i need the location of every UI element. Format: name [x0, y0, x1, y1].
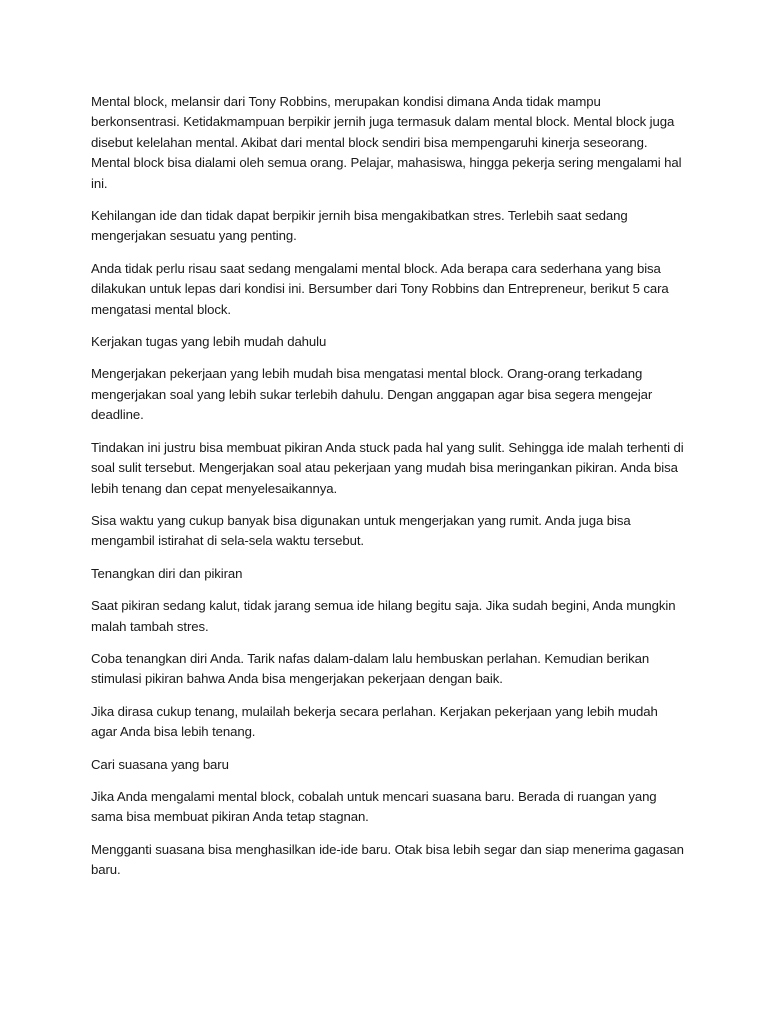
paragraph-easy-tasks-3: Sisa waktu yang cukup banyak bisa digunakan untuk mengerjakan yang rumit. Anda juga bisa mengambil istirahat di sela-sela waktu tersebut. [91, 512, 631, 549]
document-page [91, 92, 685, 893]
section-heading-new-atmosphere: Cari suasana yang baru [91, 756, 229, 772]
paragraph-calm-3: Jika dirasa cukup tenang, mulailah bekerja secara perlahan. Kerjakan pekerjaan yang lebih mudah agar Anda bisa lebih tenang. [91, 703, 658, 740]
paragraph-calm-2: Coba tenangkan diri Anda. Tarik nafas dalam-dalam lalu hembuskan perlahan. Kemudian berikan stimulasi pikiran bahwa Anda bisa mengerjakan pekerjaan dengan baik. [91, 650, 650, 687]
paragraph-tips-intro: Anda tidak perlu risau saat sedang mengalami mental block. Ada berapa cara sederhana yang bisa dilakukan untuk lepas dari kondisi ini. Bersumber dari Tony Robbins dan Entrepreneur, berikut 5 cara mengatasi mental block. [91, 260, 669, 317]
paragraph-stress: Kehilangan ide dan tidak dapat berpikir jernih bisa mengakibatkan stres. Terlebih saat sedang mengerjakan sesuatu yang penting. [91, 208, 628, 244]
paragraph-calm-1: Saat pikiran sedang kalut, tidak jarang semua ide hilang begitu saja. Jika sudah begini, Anda mungkin malah tambah stres. [91, 598, 676, 634]
paragraph-new-atmosphere-2: Mengganti suasana bisa menghasilkan ide-ide baru. Otak bisa lebih segar dan siap menerima gagasan baru. [91, 841, 684, 878]
section-heading-calm: Tenangkan diri dan pikiran [91, 565, 243, 581]
section-heading-easy-tasks: Kerjakan tugas yang lebih mudah dahulu [91, 334, 327, 350]
paragraph-intro: Mental block, melansir dari Tony Robbins, merupakan kondisi dimana Anda tidak mampu berkonsentrasi. Ketidakmampuan berpikir jernih juga termasuk dalam mental block. Mental block juga disebut kelelahan mental. Akibat dari mental block sendiri bisa mempengaruhi kinerja seseorang. Mental block bisa dialami oleh semua orang. Pelajar, mahasiswa, hingga pekerja sering mengalami hal ini. [91, 94, 682, 191]
paragraph-new-atmosphere-1: Jika Anda mengalami mental block, cobalah untuk mencari suasana baru. Berada di ruangan yang sama bisa membuat pikiran Anda tetap stagnan. [91, 788, 657, 825]
paragraph-easy-tasks-2: Tindakan ini justru bisa membuat pikiran Anda stuck pada hal yang sulit. Sehingga ide malah terhenti di soal sulit tersebut. Mengerjakan soal atau pekerjaan yang mudah bisa meringankan pikiran. Anda bisa lebih tenang dan cepat menyelesaikannya. [91, 439, 684, 496]
paragraph-easy-tasks-1: Mengerjakan pekerjaan yang lebih mudah bisa mengatasi mental block. Orang-orang terkadang mengerjakan soal yang lebih sukar terlebih dahulu. Dengan anggapan agar bisa segera mengejar deadline. [91, 366, 653, 423]
